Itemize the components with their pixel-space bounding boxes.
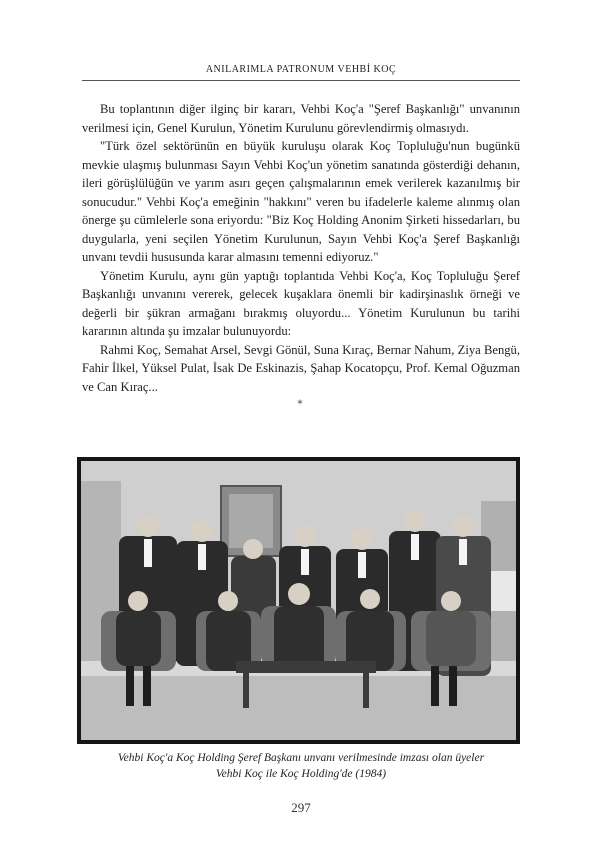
photo-caption bbox=[82, 750, 520, 782]
paragraph-4: Rahmi Koç, Semahat Arsel, Sevgi Gönül, Suna Kıraç, Bernar Nahum, Ziya Bengü, Fahir İlkel, Yüksel Pulat, İsak De Eskinazis, Şahap Kocatopçu, Prof. Kemal Oğuzman ve Can Kıraç... bbox=[82, 342, 520, 394]
running-header: ANILARIMLA PATRONUM VEHBİ KOÇ bbox=[205, 64, 397, 75]
photo-caption-line-1: Vehbi Koç'a Koç Holding Şeref Başkanı unvanı verilmesinde imzası olan üyeler bbox=[117, 752, 485, 764]
header-rule bbox=[82, 80, 520, 81]
photo-caption-line-2: Vehbi Koç ile Koç Holding'de (1984) bbox=[215, 768, 387, 780]
group-photo bbox=[77, 457, 520, 744]
page-number: 297 bbox=[291, 800, 311, 815]
paragraph-3: Yönetim Kurulu, aynı gün yaptığı toplantıda Vehbi Koç'a, Koç Topluluğu Şeref Başkanlığı unvanını vererek, gelecek kuşaklara önemli bir kadirşinaslık örneği ve değerli bir şükran armağanı bırakmış oluyordu... Yönetim Kurulunun bu tarihi kararının altında şu imzalar bulunuyordu: bbox=[82, 268, 520, 338]
body-text bbox=[82, 100, 520, 396]
section-divider-mark: * bbox=[297, 399, 303, 410]
paragraph-1: Bu toplantının diğer ilginç bir kararı, Vehbi Koç'a "Şeref Başkanlığı" unvanının verilmesi için, Genel Kurulun, Yönetim Kurulunu görevlendirmiş olmasıydı. bbox=[82, 102, 520, 135]
group-photo-illustration bbox=[81, 461, 516, 740]
paragraph-2: "Türk özel sektörünün en büyük kuruluşu olarak Koç Topluluğu'nun bugünkü mevkie ulaşmış bulunması Sayın Vehbi Koç'un yönetim sanatında gösterdiği dehanın, ileri görüşlülüğün ve yarım asırı geçen çalışmalarının emek verilerek kazanılmış bir sonucudur." Vehbi Koç'a emeğinin "hakkını" veren bu ifadelerle kaleme alınmış olan önerge şu cümlelerle sona eriyordu: "Biz Koç Holding Anonim Şirketi hissedarları, bu duygularla, yeni seçilen Yönetim Kurulunun, Sayın Vehbi Koç'a Şeref Başkanlığı unvanı tevdii hususunda karar almasını temenni ediyoruz." bbox=[82, 139, 520, 264]
